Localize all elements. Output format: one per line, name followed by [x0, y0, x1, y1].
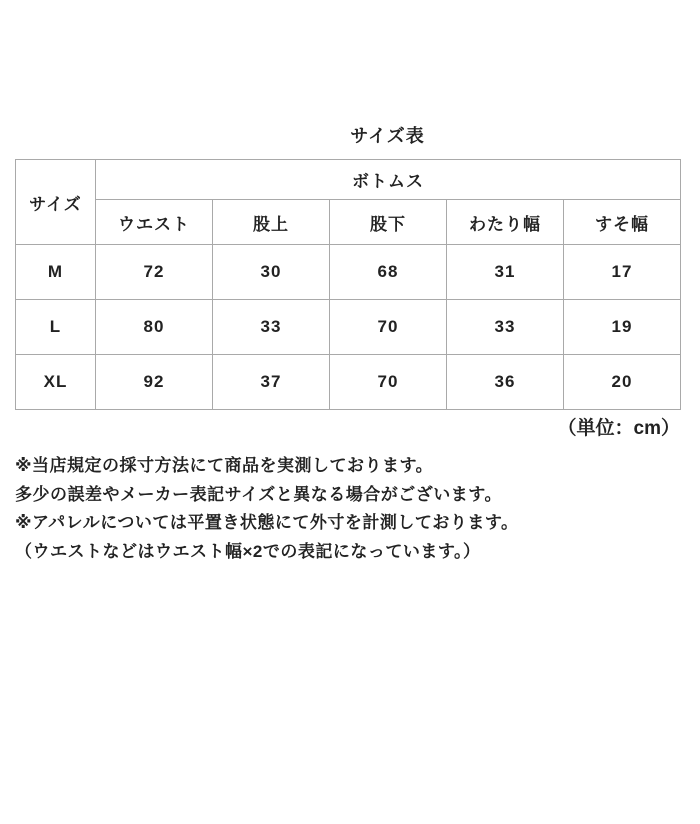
value-cell: 72 [96, 245, 213, 300]
unit-label: （単位：cm） [557, 418, 680, 439]
column-header-hem: すそ幅 [564, 200, 681, 245]
value-cell: 70 [330, 355, 447, 410]
column-header-waist: ウエスト [96, 200, 213, 245]
table-row-columns [16, 200, 681, 245]
value-cell: 68 [330, 245, 447, 300]
size-cell: XL [16, 355, 96, 410]
table-row-xl [16, 355, 681, 410]
value-cell: 17 [564, 245, 681, 300]
size-column-header: サイズ [16, 160, 96, 245]
value-cell: 33 [213, 300, 330, 355]
table-row-category [16, 160, 681, 200]
column-header-thigh: わたり幅 [447, 200, 564, 245]
size-table [15, 159, 681, 410]
value-cell: 19 [564, 300, 681, 355]
value-cell: 30 [213, 245, 330, 300]
column-header-inseam: 股下 [330, 200, 447, 245]
value-cell: 20 [564, 355, 681, 410]
value-cell: 92 [96, 355, 213, 410]
page-title: サイズ表 [350, 126, 425, 146]
value-cell: 33 [447, 300, 564, 355]
category-header: ボトムス [96, 160, 681, 200]
size-cell: L [16, 300, 96, 355]
value-cell: 31 [447, 245, 564, 300]
note-line-measurement: ※当店規定の採寸方法にて商品を実測しております。 [15, 456, 434, 475]
note-line-tolerance: 多少の誤差やメーカー表記サイズと異なる場合がございます。 [15, 484, 502, 504]
size-cell: M [16, 245, 96, 300]
note-line-flat-lay: ※アパレルについては平置き状態にて外寸を計測しております。 [15, 513, 519, 532]
notes [15, 452, 685, 566]
table-row-m [16, 245, 681, 300]
value-cell: 37 [213, 355, 330, 410]
value-cell: 70 [330, 300, 447, 355]
table-row-l [16, 300, 681, 355]
column-header-rise: 股上 [213, 200, 330, 245]
value-cell: 36 [447, 355, 564, 410]
note-line-waist-double: （ウエストなどはウエスト幅×2での表記になっています。） [15, 541, 481, 561]
value-cell: 80 [96, 300, 213, 355]
